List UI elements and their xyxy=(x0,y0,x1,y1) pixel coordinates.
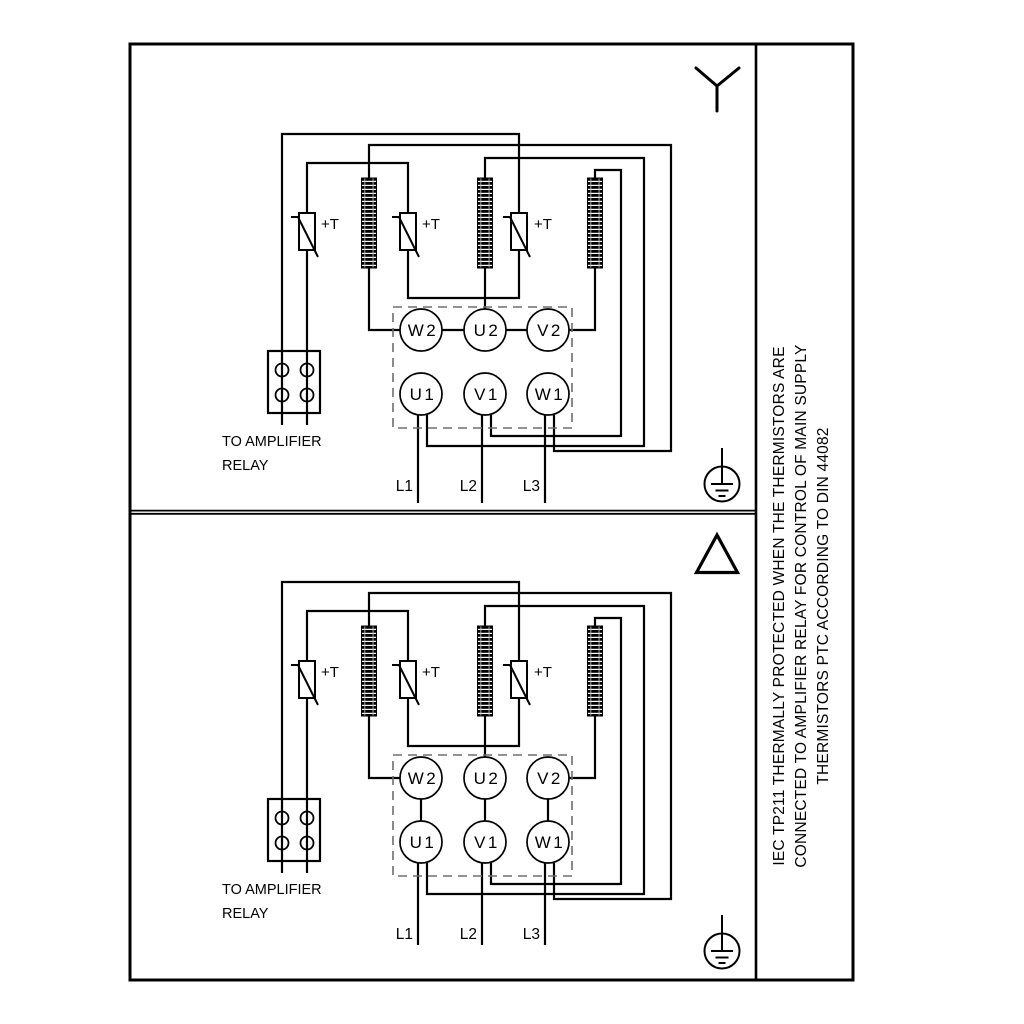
ptc-thermistor-symbol xyxy=(291,661,318,705)
delta-connection-icon xyxy=(697,535,738,573)
thermistor-label: +T xyxy=(321,216,339,233)
terminal-w1-label: W1 xyxy=(534,833,566,852)
motor-winding-symbol xyxy=(362,626,377,716)
ptc-thermistor-symbol xyxy=(503,213,530,257)
star-connection-icon xyxy=(696,68,739,111)
ptc-thermistor-symbol xyxy=(503,661,530,705)
terminal-w1-label: W1 xyxy=(534,385,566,404)
thermistor-label: +T xyxy=(422,664,440,681)
terminal-w2-label: W2 xyxy=(407,321,439,340)
ptc-thermistor-symbol xyxy=(392,661,419,705)
earth-ground-icon xyxy=(705,448,740,502)
thermistor-label: +T xyxy=(534,216,552,233)
supply-l2-label: L2 xyxy=(459,478,477,495)
supply-l1-label: L1 xyxy=(395,478,413,495)
thermistor-label: +T xyxy=(422,216,440,233)
relay-caption-line2: RELAY xyxy=(222,906,269,922)
terminal-u1-label: U1 xyxy=(409,833,437,852)
panel-star xyxy=(222,68,740,503)
supply-l1-label: L1 xyxy=(395,926,413,943)
amplifier-relay-block xyxy=(268,799,320,861)
supply-l3-label: L3 xyxy=(522,478,540,495)
panel-delta xyxy=(222,535,740,969)
motor-winding-symbol xyxy=(362,178,377,268)
relay-caption-line1: TO AMPLIFIER xyxy=(222,882,322,898)
terminal-u1-label: U1 xyxy=(409,385,437,404)
amplifier-relay-block xyxy=(268,351,320,413)
terminal-v2-label: V2 xyxy=(537,321,563,340)
motor-winding-symbol xyxy=(478,626,493,716)
supply-l2-label: L2 xyxy=(459,926,477,943)
note-line-1: IEC TP211 THERMALLY PROTECTED WHEN THE THERMISTORS ARE xyxy=(771,346,788,866)
relay-caption-line2: RELAY xyxy=(222,458,269,474)
terminal-u2-label: U2 xyxy=(473,769,501,788)
relay-caption-line1: TO AMPLIFIER xyxy=(222,434,322,450)
thermistor-label: +T xyxy=(534,664,552,681)
terminal-v2-label: V2 xyxy=(537,769,563,788)
supply-l3-label: L3 xyxy=(522,926,540,943)
terminal-v1-label: V1 xyxy=(474,833,500,852)
ptc-thermistor-symbol xyxy=(392,213,419,257)
thermistor-label: +T xyxy=(321,664,339,681)
terminal-u2-label: U2 xyxy=(473,321,501,340)
motor-winding-symbol xyxy=(588,178,603,268)
earth-ground-icon xyxy=(705,915,740,969)
note-line-2: CONNECTED TO AMPLIFIER RELAY FOR CONTROL OF MAIN SUPPLY xyxy=(793,344,810,868)
sidebar-note xyxy=(771,344,832,867)
motor-winding-symbol xyxy=(478,178,493,268)
ptc-thermistor-symbol xyxy=(291,213,318,257)
terminal-v1-label: V1 xyxy=(474,385,500,404)
motor-winding-symbol xyxy=(588,626,603,716)
terminal-w2-label: W2 xyxy=(407,769,439,788)
note-line-3: THERMISTORS PTC ACCORDING TO DIN 44082 xyxy=(815,427,832,785)
delta-bridge-wire xyxy=(421,799,548,821)
